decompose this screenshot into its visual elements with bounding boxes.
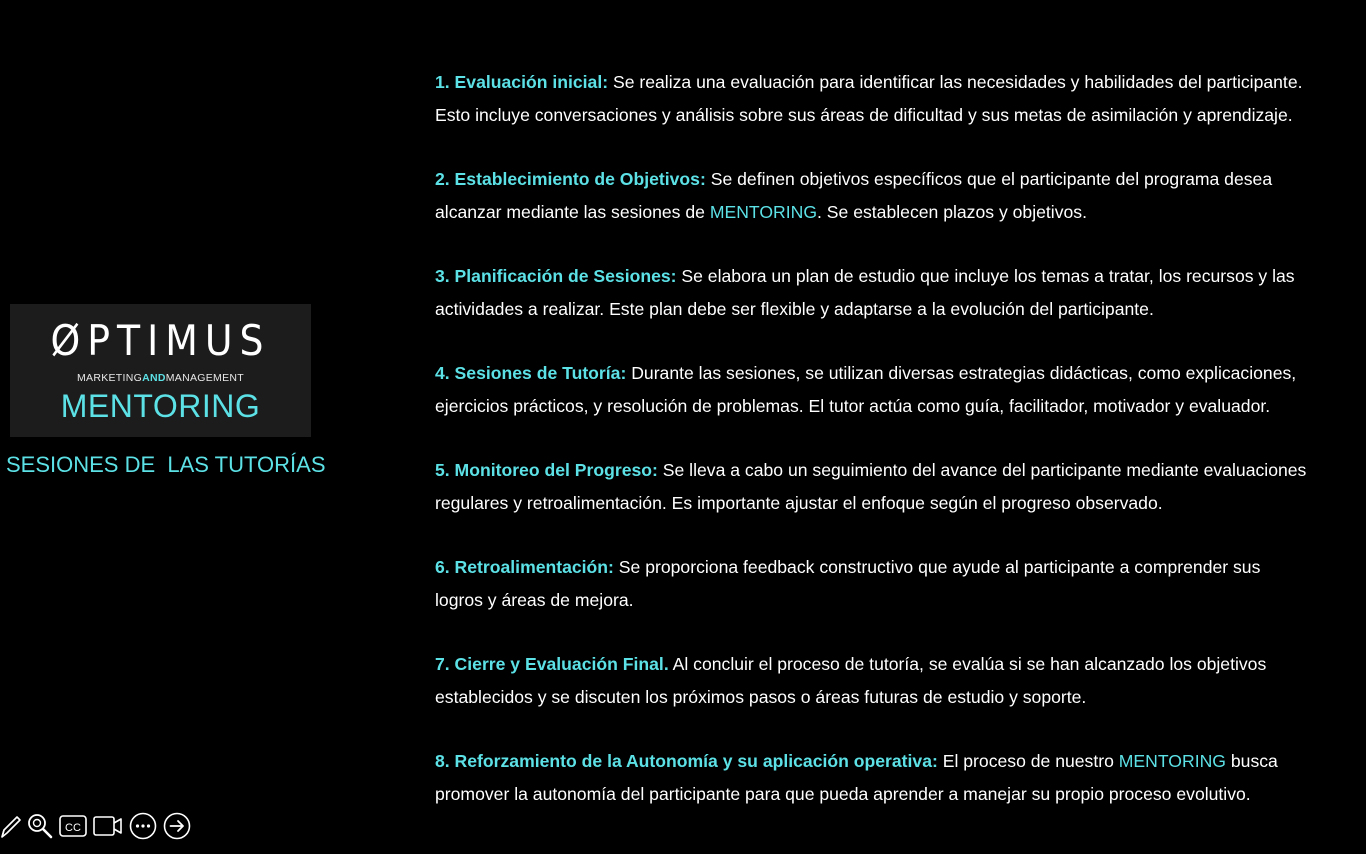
step-text: regulares y retroalimentación. Es importante ajustar el enfoque según el progreso observado. — [435, 492, 1163, 513]
step-line — [435, 745, 1360, 778]
next-slide-button[interactable] — [162, 811, 192, 841]
step-text: Se lleva a cabo un seguimiento del avance del participante mediante evaluaciones — [657, 460, 1307, 480]
pen-button[interactable] — [0, 811, 22, 841]
step-line — [435, 66, 1360, 99]
step-item-7 — [435, 648, 1360, 713]
zoom-icon — [26, 812, 54, 840]
optimus-logo — [10, 304, 311, 437]
zoom-button[interactable] — [26, 811, 54, 841]
presenter-toolbar — [0, 810, 196, 842]
step-heading: 6. Retroalimentación: — [435, 557, 614, 577]
more-button[interactable] — [128, 811, 158, 841]
step-heading: 8. Reforzamiento de la Autonomía y su aplicación operativa: — [435, 751, 938, 771]
steps-list — [435, 66, 1360, 842]
logo-tagline-and: AND — [142, 372, 166, 384]
step-text: El proceso de nuestro — [937, 751, 1119, 771]
captions-icon — [58, 813, 88, 839]
step-line — [435, 454, 1360, 487]
step-text: Se elabora un plan de estudio que incluye los temas a tratar, los recursos y las — [676, 266, 1295, 286]
step-line — [435, 196, 1360, 229]
step-text: actividades a realizar. Este plan debe ser flexible y adaptarse a la evolución del participante. — [435, 298, 1154, 319]
next-icon — [162, 811, 192, 841]
step-line — [435, 551, 1360, 584]
mentoring-highlight: MENTORING — [709, 201, 818, 222]
step-line — [435, 260, 1360, 293]
step-heading: 4. Sesiones de Tutoría: — [435, 363, 627, 383]
step-heading: 5. Monitoreo del Progreso: — [435, 460, 658, 480]
logo-tagline — [10, 372, 311, 384]
logo-mentoring: MENTORING — [60, 388, 261, 424]
step-text: busca — [1225, 751, 1278, 771]
step-text: Se proporciona feedback constructivo que ayude al participante a comprender sus — [613, 557, 1261, 577]
step-item-2 — [435, 163, 1360, 228]
step-text: establecidos y se discuten los próximos pasos o áreas futuras de estudio y soporte. — [435, 686, 1087, 707]
step-text: Se realiza una evaluación para identificar las necesidades y habilidades del participante. — [608, 72, 1303, 92]
step-text: ejercicios prácticos, y resolución de problemas. El tutor actúa como guía, facilitador, motivador y evaluador. — [435, 395, 1271, 416]
captions-text: CC — [65, 822, 81, 834]
logo-tagline-marketing: MARKETING — [76, 372, 143, 384]
more-icon — [128, 811, 158, 841]
step-text: promover la autonomía del participante para que pueda aprender a manejar su propio proceso evolutivo. — [435, 783, 1251, 804]
step-text: Durante las sesiones, se utilizan diversas estrategias didácticas, como explicaciones, — [626, 363, 1297, 383]
step-heading: 2. Establecimiento de Objetivos: — [435, 169, 706, 189]
logo-brand-text: ØPTIMUS — [50, 316, 271, 365]
step-item-5 — [435, 454, 1360, 519]
step-item-8 — [435, 745, 1360, 810]
step-heading: 3. Planificación de Sesiones: — [435, 266, 677, 286]
step-text: . Se establecen plazos y objetivos. — [817, 201, 1087, 222]
slide-subtitle: SESIONES DE LAS TUTORÍAS — [6, 452, 326, 477]
step-text: logros y áreas de mejora. — [435, 589, 634, 610]
step-line — [435, 357, 1360, 390]
camera-button[interactable] — [92, 811, 124, 841]
step-line — [435, 648, 1360, 681]
step-item-4 — [435, 357, 1360, 422]
step-heading: 1. Evaluación inicial: — [435, 72, 609, 92]
logo-tagline-management: MANAGEMENT — [165, 372, 245, 384]
step-item-1 — [435, 66, 1360, 131]
captions-button[interactable] — [58, 811, 88, 841]
step-heading: 7. Cierre y Evaluación Final. — [435, 654, 669, 674]
step-item-6 — [435, 551, 1360, 616]
step-line — [435, 163, 1360, 196]
step-text: Esto incluye conversaciones y análisis sobre sus áreas de dificultad y sus metas de asimilación y aprendizaje. — [435, 104, 1293, 125]
step-item-3 — [435, 260, 1360, 325]
mentoring-highlight: MENTORING — [1118, 751, 1226, 771]
camera-icon — [92, 813, 124, 839]
pen-icon — [0, 813, 22, 839]
step-text: Al concluir el proceso de tutoría, se evalúa si se han alcanzado los objetivos — [668, 654, 1267, 674]
step-text: Se definen objetivos específicos que el participante del programa desea — [705, 169, 1273, 189]
step-text: alcanzar mediante las sesiones de — [435, 201, 710, 222]
